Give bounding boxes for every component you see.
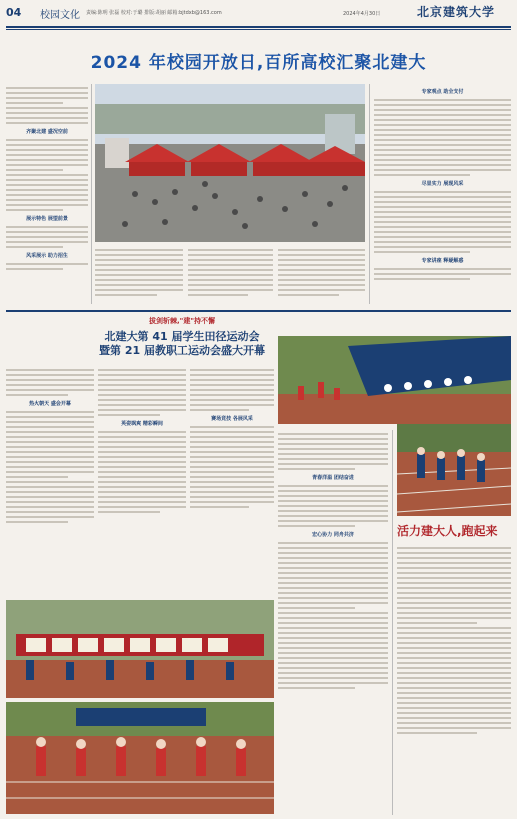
race-start-photo <box>6 702 274 814</box>
side-column-title: 专家观点 助全支付 <box>421 89 464 95</box>
side-column-subhead: 尽显实力 展现风采 <box>421 181 464 187</box>
top-story-body-right <box>374 84 511 304</box>
column-divider <box>392 430 393 815</box>
top-story-body-mid2 <box>188 246 273 304</box>
campus-open-day-photo <box>95 84 365 242</box>
header-rule-thin <box>6 29 511 30</box>
top-headline: 2024 年校园开放日,百所高校汇聚北建大 <box>90 53 427 73</box>
sports-body-col1 <box>6 366 94 596</box>
tents-illustration <box>95 84 365 242</box>
subhead: 展示特色 展望前景 <box>26 216 68 222</box>
page-number: 04 <box>6 6 22 19</box>
newspaper-logo: 北京建筑大学 <box>417 5 496 19</box>
top-story-body-left <box>6 84 88 304</box>
side-runners-illustration <box>397 424 511 516</box>
sports-headline-line1: 北建大第 41 届学生田径运动会 <box>104 330 260 343</box>
sports-body-col2 <box>98 366 186 596</box>
editor-credits: 责编:陈明 张磊 校对:于璐 排版:胡丽 邮箱:bjtdxb@163.com <box>86 10 222 16</box>
subhead: 青春洋溢 团结奋进 <box>312 475 354 481</box>
column-divider <box>91 84 92 304</box>
issue-date: 2024年4月30日 <box>343 11 381 17</box>
top-story-body-mid1 <box>95 246 183 304</box>
column-divider <box>369 84 370 304</box>
sports-headline-line2: 暨第 21 届教职工运动会盛大开幕 <box>99 344 265 357</box>
sports-kicker: 拔剑斩棘,"建"持不懈 <box>149 317 215 325</box>
subhead: 赛场竞技 各展风采 <box>211 416 253 422</box>
subhead: 宏心协力 同舟共济 <box>312 532 354 538</box>
sports-body-col4 <box>278 430 388 810</box>
top-story-body-mid3 <box>278 246 365 304</box>
side-story-title: 活力建大人,跑起来 <box>397 524 498 538</box>
runners-banner-illustration <box>278 336 511 424</box>
subhead: 英姿飒爽 精彩瞬间 <box>121 421 163 427</box>
subhead: 热火朝天 盛会开幕 <box>29 401 71 407</box>
header-rule <box>6 26 511 28</box>
section-divider <box>6 310 511 312</box>
subhead: 齐聚北建 盛况空前 <box>26 129 68 135</box>
runners-photo-side <box>397 424 511 516</box>
sports-body-col3 <box>190 366 274 596</box>
subhead: 风采展示 助力招生 <box>26 253 68 259</box>
runners-photo-banner <box>278 336 511 424</box>
banner-illustration <box>6 600 274 698</box>
side-story-body <box>397 544 511 814</box>
column-name: 校园文化 <box>40 10 80 21</box>
banner-photo <box>6 600 274 698</box>
page-header <box>0 0 517 26</box>
race-start-illustration <box>6 702 274 814</box>
subhead: 专家讲座 释疑解惑 <box>421 258 464 264</box>
